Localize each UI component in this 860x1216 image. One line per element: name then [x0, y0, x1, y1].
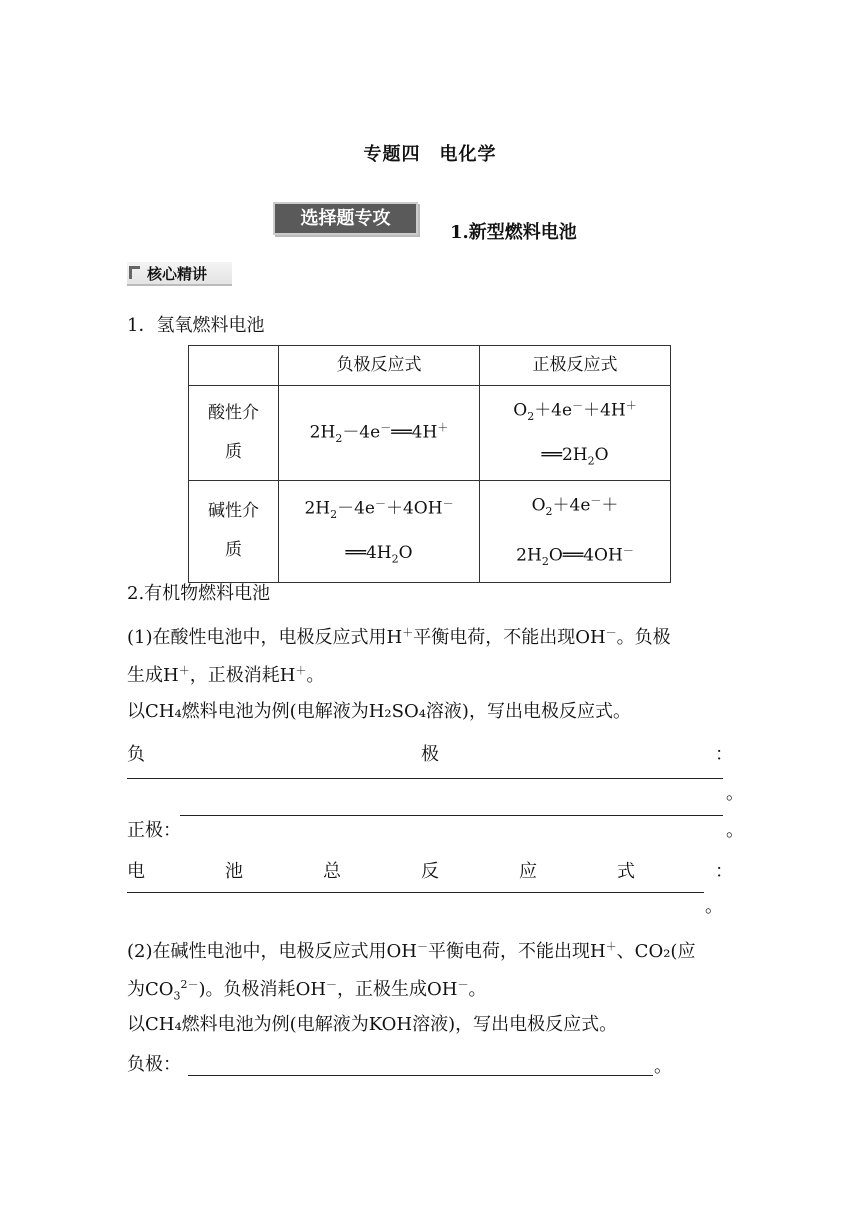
- answer-line-total[interactable]: [127, 892, 704, 893]
- reaction-table: [188, 345, 671, 583]
- core-label-box: [127, 262, 232, 286]
- answer-line-negative-2[interactable]: [188, 1075, 653, 1076]
- period-1: 。: [726, 783, 744, 804]
- base-label: 碱性介 质: [189, 481, 279, 582]
- page-title: 专题四 电化学: [363, 144, 497, 165]
- period-2: 。: [726, 820, 744, 841]
- paragraph-3-cont: 为$CO_3^{2-}$)。负极消耗OH－，正极生成OH－。: [127, 978, 487, 1003]
- paragraph-4: 以CH₄燃料电池为例(电解液为KOH溶液)，写出电极反应式。: [127, 1014, 618, 1035]
- table-header-positive: 正极反应式: [480, 346, 671, 386]
- section2-title: 2.有机物燃料电池: [127, 583, 271, 604]
- section1-title: 1．氢氧燃料电池: [127, 315, 265, 336]
- acid-label: 酸性介 质: [189, 386, 279, 481]
- paragraph-3: (2)在碱性电池中，电极反应式用OH－平衡电荷，不能出现H＋、CO₂(应: [127, 940, 696, 962]
- paragraph-1: (1)在酸性电池中，电极反应式用H＋平衡电荷，不能出现OH－。负极: [127, 626, 671, 648]
- negative-label-2: 负极：: [127, 1054, 181, 1075]
- period-4: 。: [654, 1056, 672, 1077]
- base-negative-eq: $2H_2-4e^-+4OH^-$ $══4H_2O$: [279, 481, 480, 582]
- section-banner: 选择题专攻: [273, 202, 418, 235]
- answer-line-negative[interactable]: [127, 778, 723, 779]
- answer-line-positive[interactable]: [180, 815, 723, 816]
- positive-label: 正极：: [127, 820, 181, 841]
- period-3: 。: [705, 896, 723, 917]
- negative-prompt-row: 负 极 ：: [127, 744, 733, 765]
- core-label: 核心精讲: [147, 265, 208, 283]
- acid-positive-eq: $O_2+4e^-+4H^+$ $══2H_2O$: [480, 386, 671, 481]
- paragraph-2: 以CH₄燃料电池为例(电解液为H₂SO₄溶液)，写出电极反应式。: [127, 701, 631, 722]
- table-header-empty: [189, 346, 279, 386]
- total-prompt-row: 电 池 总 反 应 式 ：: [127, 861, 733, 882]
- bracket-icon: [129, 266, 140, 279]
- paragraph-1-cont: 生成H＋，正极消耗H＋。: [127, 664, 325, 686]
- subtitle: 1.新型燃料电池: [450, 222, 577, 243]
- acid-negative-eq: $2H_2-4e^-══4H^+$: [279, 386, 480, 481]
- base-positive-eq: $O_2+4e^-+$ $2H_2O══4OH^-$: [480, 481, 671, 582]
- table-header-negative: 负极反应式: [279, 346, 480, 386]
